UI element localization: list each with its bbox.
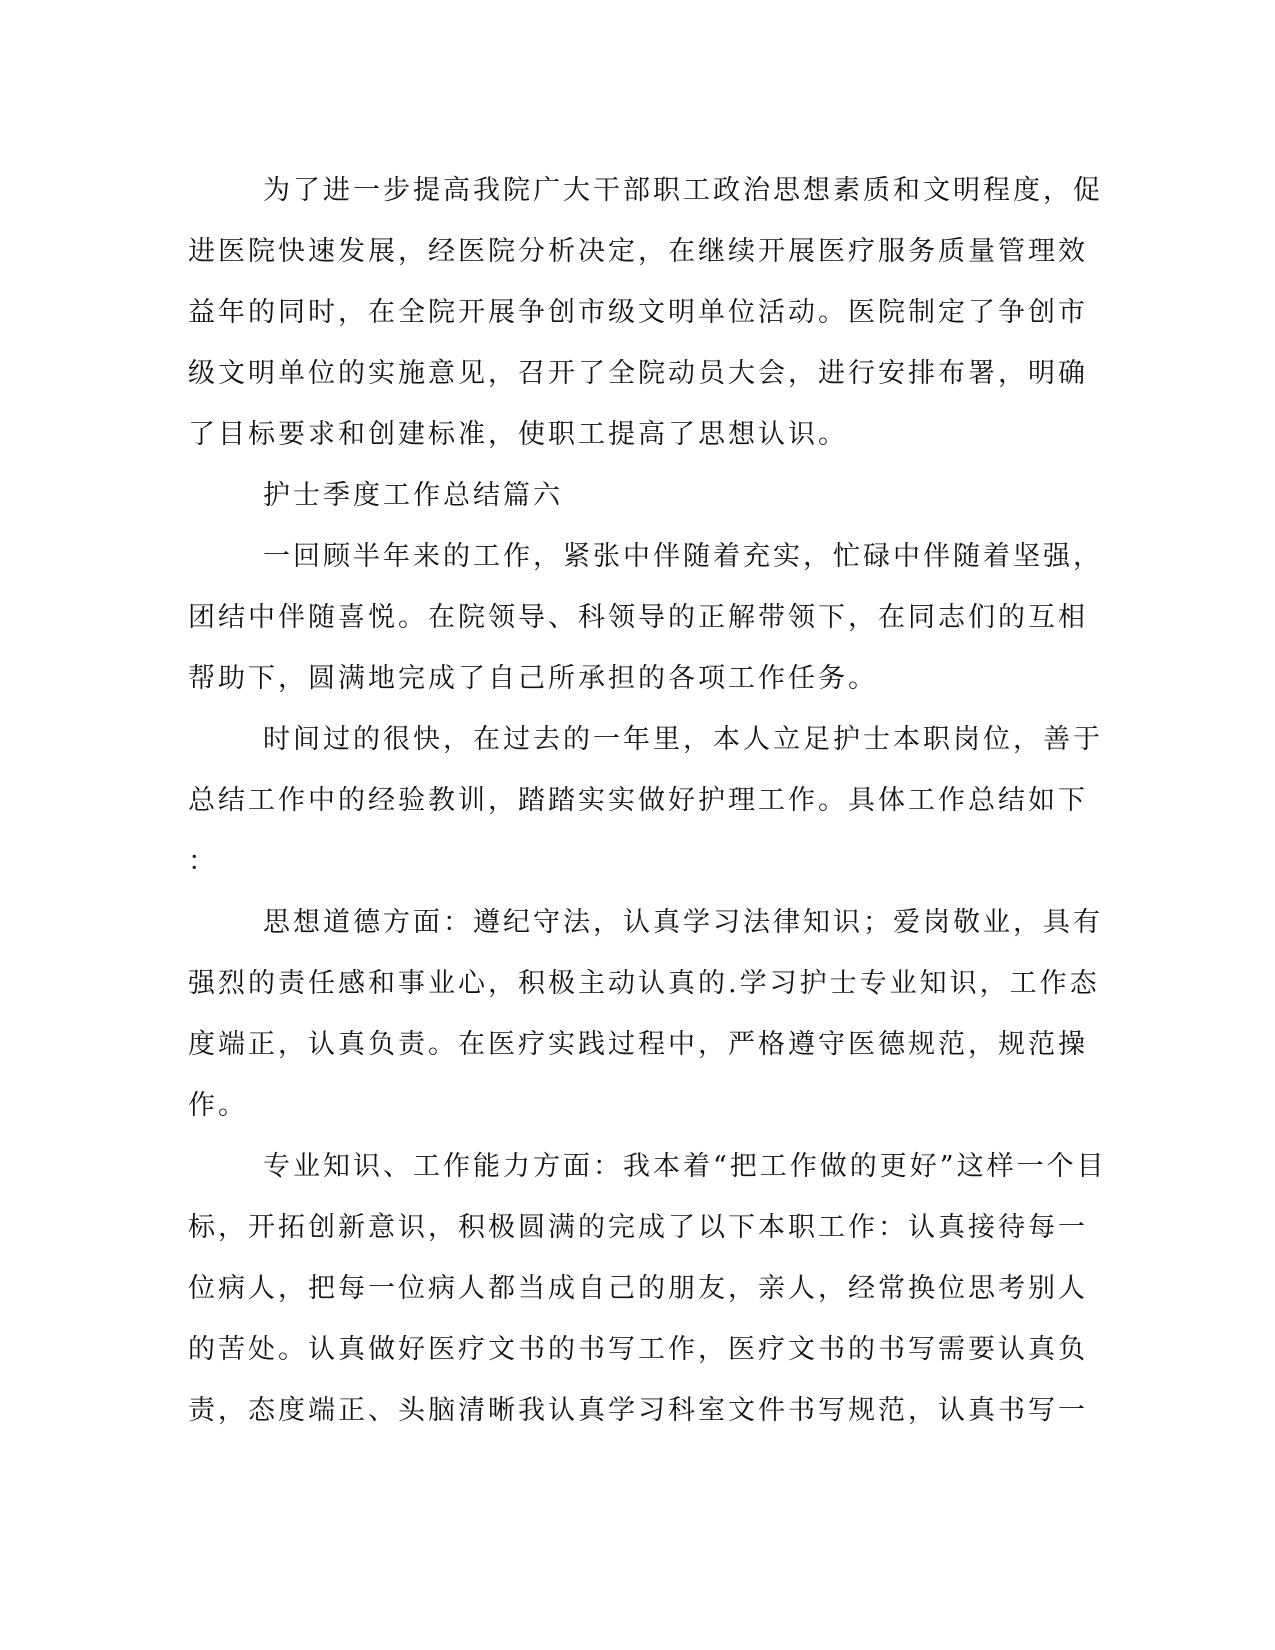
paragraph-professional-skills — [188, 1136, 1107, 1441]
paragraph-half-year-review — [188, 526, 1103, 709]
text-line: 标，开拓创新意识，积极圆满的完成了以下本职工作：认真接待每一 — [188, 1212, 1088, 1243]
text-line: 一回顾半年来的工作，紧张中伴随着充实，忙碌中伴随着坚强， — [263, 541, 1103, 572]
heading-text: 护士季度工作总结篇六 — [263, 480, 563, 511]
text-line: 强烈的责任感和事业心，积极主动认真的.学习护士专业知识，工作态 — [188, 968, 1100, 999]
paragraph-civilization-campaign — [188, 160, 1103, 465]
text-line: 级文明单位的实施意见，召开了全院动员大会，进行安排布署，明确 — [188, 358, 1088, 389]
text-line: 团结中伴随喜悦。在院领导、科领导的正解带领下，在同志们的互相 — [188, 602, 1088, 633]
text-line: 了目标要求和创建标准，使职工提高了思想认识。 — [188, 419, 848, 450]
text-line: 度端正，认真负责。在医疗实践过程中，严格遵守医德规范，规范操 — [188, 1029, 1088, 1060]
text-line: 帮助下，圆满地完成了自己所承担的各项工作任务。 — [188, 663, 878, 694]
text-line: ： — [188, 846, 218, 877]
text-line: 益年的同时，在全院开展争创市级文明单位活动。医院制定了争创市 — [188, 297, 1088, 328]
section-heading — [188, 465, 1088, 526]
paragraph-ethics — [188, 892, 1103, 1136]
text-line: 的苦处。认真做好医疗文书的书写工作，医疗文书的书写需要认真负 — [188, 1334, 1088, 1365]
document-body — [188, 160, 1107, 1441]
text-line: 进医院快速发展，经医院分析决定，在继续开展医疗服务质量管理效 — [188, 236, 1088, 267]
text-line: 专业知识、工作能力方面：我本着“把工作做的更好”这样一个目 — [263, 1151, 1107, 1182]
text-line: 时间过的很快，在过去的一年里，本人立足护士本职岗位，善于 — [263, 724, 1103, 755]
text-line: 责，态度端正、头脑清晰我认真学习科室文件书写规范，认真书写一 — [188, 1395, 1088, 1426]
text-line: 位病人，把每一位病人都当成自己的朋友，亲人，经常换位思考别人 — [188, 1273, 1088, 1304]
text-line: 作。 — [188, 1090, 248, 1121]
text-line: 总结工作中的经验教训，踏踏实实做好护理工作。具体工作总结如下 — [188, 785, 1088, 816]
paragraph-year-summary — [188, 709, 1103, 892]
text-line: 为了进一步提高我院广大干部职工政治思想素质和文明程度，促 — [263, 175, 1103, 206]
text-line: 思想道德方面：遵纪守法，认真学习法律知识；爱岗敬业，具有 — [263, 907, 1103, 938]
